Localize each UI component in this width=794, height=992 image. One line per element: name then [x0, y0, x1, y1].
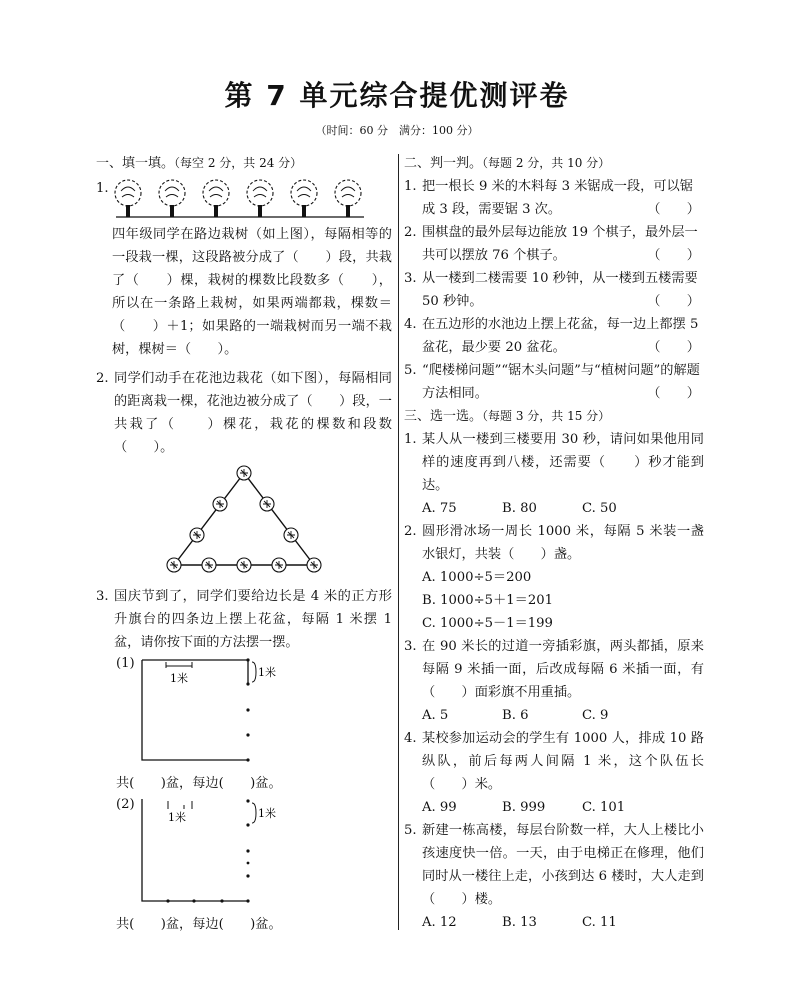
choice-option[interactable]: B. 1000÷5＋1＝201 [422, 593, 554, 608]
answer-blank[interactable]: （ ） [647, 202, 700, 217]
question-number: 4. [404, 317, 417, 332]
fill-question-3 [96, 585, 392, 654]
choice-option[interactable]: B. 80 [502, 501, 537, 516]
column-divider [398, 154, 399, 930]
judge-item [404, 221, 704, 267]
choice-option[interactable]: B. 13 [502, 915, 537, 930]
tree-icon [247, 180, 273, 217]
question-text: 把一根长 9 米的木料每 3 米锯成一段，可以锯成 3 段，需要锯 3 次。 [422, 179, 693, 217]
flower-icon [213, 497, 227, 511]
choice-option[interactable]: C. 9 [582, 708, 609, 723]
question-text: 圆形滑冰场一周长 1000 米，每隔 5 米装一盏水银灯，共装（ ）盏。 [422, 524, 704, 562]
meter-label: 1米 [258, 666, 276, 679]
section-judge-title: 二、判一判。 [404, 156, 483, 171]
page-subtitle: （时间：60 分 满分：100 分） [315, 124, 479, 137]
tree-icon [291, 180, 317, 217]
question-number: 2. [96, 371, 109, 386]
choice-list [404, 428, 704, 934]
flower-icon [202, 558, 216, 572]
choice-option[interactable]: A. 75 [422, 501, 457, 516]
meter-label: 1米 [258, 807, 276, 820]
choice-item [404, 819, 704, 934]
flower-icon [190, 528, 204, 542]
question-text: “爬楼梯问题”“锯木头问题”与“植树问题”的解题方法相同。 [422, 363, 700, 401]
question-number: 3. [96, 589, 109, 604]
question-number: 1. [96, 181, 109, 196]
judge-item [404, 175, 704, 221]
choice-option[interactable]: B. 999 [502, 800, 546, 815]
section-fill-heading [96, 152, 392, 175]
tree-icon [159, 180, 185, 217]
question-text: 从一楼到二楼需要 10 秒钟，从一楼到五楼需要 50 秒钟。 [422, 271, 698, 309]
tree-icon [203, 180, 229, 217]
choice-item [404, 635, 704, 727]
question-number: 3. [404, 639, 417, 654]
choice-item [404, 520, 704, 635]
question-number: 1. [404, 432, 417, 447]
choice-option[interactable]: A. 5 [422, 708, 449, 723]
answer-blank[interactable]: （ ） [647, 294, 700, 309]
flower-icon [307, 558, 321, 572]
answer-blank[interactable]: （ ） [647, 248, 700, 263]
choice-option[interactable]: C. 101 [582, 800, 626, 815]
section-choice-note: （每题 3 分，共 15 分） [482, 409, 611, 423]
question-text: 某校参加运动会的学生有 1000 人，排成 10 路纵队，前后每两人间隔 1 米，这个队伍长（ ）米。 [422, 731, 704, 792]
square-figure-1 [136, 654, 336, 772]
choice-option[interactable]: C. 11 [582, 915, 617, 930]
figure-label: (1) [116, 656, 135, 671]
answer-blank[interactable]: （ ） [647, 386, 700, 401]
square-figure-2 [136, 795, 336, 913]
answer-blank[interactable]: （ ） [647, 340, 700, 355]
question-text: 四年级同学在路边栽树（如上图），每隔相等的一段栽一棵，这段路被分成了（ ）段，共栽了（ ）棵，栽树的棵数比段数多（ ），所以在一条路上栽树，如果两端都栽，棵数＝（ ）＋1；如果路的一端栽树而另一端不栽树，棵树＝（ ）。 [112, 227, 392, 357]
fill-question-2 [96, 367, 392, 581]
meter-label: 1米 [168, 811, 186, 824]
choice-option[interactable]: A. 99 [422, 800, 457, 815]
choice-option[interactable]: A. 1000÷5＝200 [422, 570, 532, 585]
square-figure-1-block [96, 654, 392, 772]
question-text: 新建一栋高楼，每层台阶数一样，大人上楼比小孩速度快一倍。一天，由于电梯正在修理，他们同时从一楼往上走，小孩到达 6 楼时，大人走到（ ）楼。 [422, 823, 704, 907]
square-figure-2-block [96, 795, 392, 913]
figure-label: (2) [116, 797, 135, 812]
judge-item [404, 313, 704, 359]
tree-icon [115, 180, 141, 217]
section-fill-title: 一、填一填。 [96, 156, 175, 171]
choice-item [404, 727, 704, 819]
question-number: 2. [404, 225, 417, 240]
flower-icon [284, 528, 298, 542]
flower-triangle-figure [114, 465, 392, 581]
page-title: 第 7 单元综合提优测评卷 [224, 79, 570, 112]
square-answer-1: 共( )盆，每边( )盆。 [116, 776, 282, 791]
question-text: 某人从一楼到三楼要用 30 秒，请问如果他用同样的速度再到八楼，还需要（ ）秒才能到达。 [422, 432, 704, 493]
square-answer-2: 共( )盆，每边( )盆。 [116, 917, 282, 932]
choice-option[interactable]: C. 50 [582, 501, 617, 516]
question-text: 在 90 米长的过道一旁插彩旗，两头都插，原来每隔 9 米插一面，后改成每隔 6 米插一面，有（ ）面彩旗不用重插。 [422, 639, 704, 700]
question-number: 2. [404, 524, 417, 539]
section-choice-title: 三、选一选。 [404, 409, 483, 424]
flower-icon [167, 558, 181, 572]
choice-option[interactable]: A. 12 [422, 915, 457, 930]
judge-item [404, 359, 704, 405]
choice-item [404, 428, 704, 520]
section-judge-note: （每题 2 分，共 10 分） [482, 156, 611, 170]
left-column [96, 152, 392, 936]
section-judge-heading [404, 152, 704, 175]
right-column [404, 152, 704, 934]
question-number: 5. [404, 823, 417, 838]
section-choice-heading [404, 405, 704, 428]
question-number: 3. [404, 271, 417, 286]
section-fill-note: （每空 2 分，共 24 分） [174, 156, 303, 170]
fill-question-1 [96, 177, 392, 361]
question-number: 4. [404, 731, 417, 746]
flower-icon [237, 466, 251, 480]
judge-item [404, 267, 704, 313]
choice-option[interactable]: B. 6 [502, 708, 529, 723]
flower-icon [260, 497, 274, 511]
meter-label: 1米 [170, 672, 188, 685]
flower-icon [272, 558, 286, 572]
question-text: 国庆节到了，同学们要给边长是 4 米的正方形升旗台的四条边上摆上花盆，每隔 1 米摆 1 盆，请你按下面的方法摆一摆。 [114, 589, 392, 650]
choice-option[interactable]: C. 1000÷5－1＝199 [422, 616, 553, 631]
judge-list [404, 175, 704, 405]
question-number: 5. [404, 363, 417, 378]
flower-icon [237, 558, 251, 572]
question-text: 同学们动手在花池边栽花（如下图），每隔相同的距离栽一棵，花池边被分成了（ ）段，一共栽了（ ）棵花，栽花的棵数和段数（ ）。 [114, 371, 392, 455]
trees-figure [114, 177, 374, 223]
question-text: 在五边形的水池边上摆上花盆，每一边上都摆 5 盆花，最少要 20 盆花。 [422, 317, 699, 355]
question-text: 围棋盘的最外层每边能放 19 个棋子，最外层一共可以摆放 76 个棋子。 [422, 225, 698, 263]
question-number: 1. [404, 179, 417, 194]
tree-icon [335, 180, 361, 217]
